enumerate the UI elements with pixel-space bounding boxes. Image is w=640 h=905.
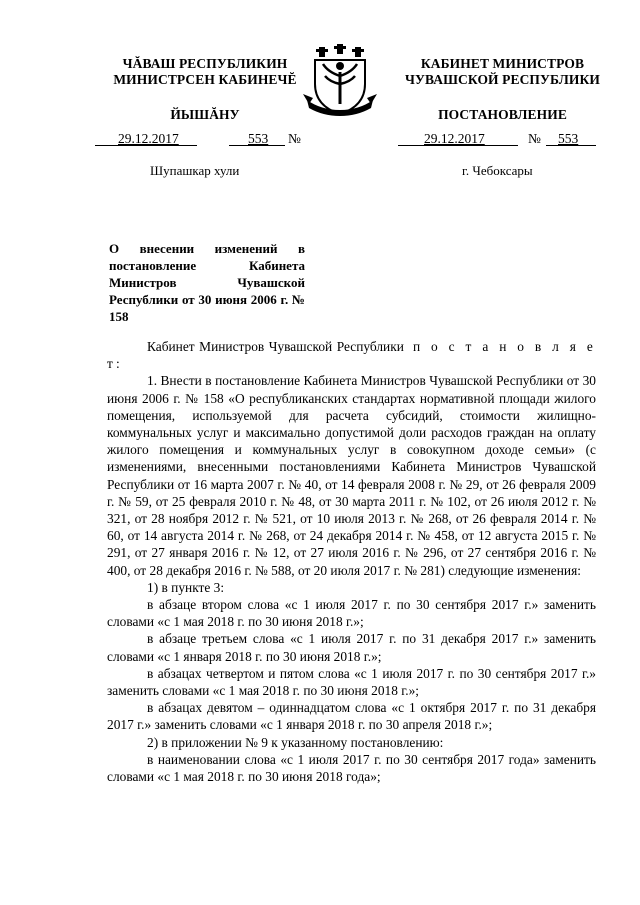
date-right: 29.12.2017 bbox=[424, 131, 485, 146]
header-right-russian bbox=[390, 56, 615, 123]
document-title: О внесении изменений в постановление Кабинета Министров Чувашской Республики от 30 июня 2006 г. № 158 bbox=[109, 241, 305, 324]
date-line-left bbox=[95, 131, 310, 148]
coat-of-arms-icon bbox=[301, 44, 379, 118]
place-left: Шупашкар хули bbox=[150, 163, 240, 178]
paragraph-7: 2) в приложении № 9 к указанному постановлению: bbox=[147, 734, 444, 750]
paragraph-4: в абзаце третьем слова «с 1 июля 2017 г. по 31 декабря 2017 г.» заменить словами «с 1 января 2018 г. по 30 июня 2018 г.»; bbox=[107, 631, 596, 664]
intro-spaced: п о с т а н о в л я е т: bbox=[107, 339, 596, 372]
document-body bbox=[107, 338, 596, 785]
place-right: г. Чебоксары bbox=[462, 163, 533, 178]
paragraph-1: 1. Внести в постановление Кабинета Министров Чувашской Республики от 30 июня 2006 г. № 158 «О республиканских стандартах нормативной площади жилого помещения, используемой для расчета субсидий, стоимости жилищно-коммунальных услуг и максимально допустимой доли расходов граждан на оплату жилого помещения и коммунальных услуг в совокупном доходе семьи» (с изменениями, внесенными постановлениями Кабинета Министров Чувашской Республики от 16 марта 2007 г. № 40, от 14 февраля 2008 г. № 29, от 26 февраля 2009 г. № 59, от 25 февраля 2010 г. № 48, от 30 марта 2011 г. № 102, от 26 июля 2012 г. № 321, от 28 ноября 2012 г. № 521, от 10 июля 2013 г. № 268, от 26 февраля 2014 г. № 60, от 14 августа 2014 г. № 268, от 24 декабря 2014 г. № 458, от 12 августа 2015 г. № 291, от 27 января 2016 г. № 12, от 27 июля 2016 г. № 296, от 27 сентября 2016 г. № 400, от 28 декабря 2016 г. № 588, от 20 июля 2017 г. № 281) следующие изменения: bbox=[107, 373, 596, 578]
number-left: 553 bbox=[248, 131, 269, 146]
header-right-line2: ЧУВАШСКОЙ РЕСПУБЛИКИ bbox=[405, 72, 600, 87]
header-left-line1: ЧĂВАШ РЕСПУБЛИКИН bbox=[122, 56, 288, 71]
date-line-right bbox=[398, 131, 598, 148]
header-right-doc-type: ПОСТАНОВЛЕНИЕ bbox=[438, 107, 567, 122]
paragraph-5: в абзацах четвертом и пятом слова «с 1 июля 2017 г. по 30 сентября 2017 г.» заменить словами «с 1 мая 2018 г. по 30 июня 2018 г.»; bbox=[107, 665, 596, 699]
intro-paragraph bbox=[107, 338, 596, 372]
header-left-doc-type: ЙЫШĂНУ bbox=[170, 107, 240, 122]
paragraph-3: в абзаце втором слова «с 1 июля 2017 г. по 30 сентября 2017 г.» заменить словами «с 1 мая 2018 г. по 30 июня 2018 г.»; bbox=[107, 597, 596, 630]
intro-lead: Кабинет Министров Чувашской Республики bbox=[147, 339, 404, 354]
paragraph-8: в наименовании слова «с 1 июля 2017 г. по 30 сентября 2017 года» заменить словами «с 1 мая 2018 г. по 30 июня 2018 года»; bbox=[107, 751, 596, 785]
header-left-chuvash bbox=[100, 56, 310, 123]
paragraph-6: в абзацах девятом – одиннадцатом слова «с 1 октября 2017 г. по 31 декабря 2017 г.» заменить словами «с 1 января 2018 г. по 30 апреля 2018 г.»; bbox=[107, 700, 596, 733]
date-left: 29.12.2017 bbox=[118, 131, 179, 146]
header-left-line2: МИНИСТРСЕН КАБИНЕЧĔ bbox=[113, 72, 297, 87]
paragraph-2: 1) в пункте 3: bbox=[147, 579, 225, 595]
number-right: 553 bbox=[558, 131, 579, 146]
header-right-line1: КАБИНЕТ МИНИСТРОВ bbox=[420, 56, 585, 71]
number-sign-right: № bbox=[528, 131, 541, 146]
number-sign-left: № bbox=[288, 131, 301, 146]
